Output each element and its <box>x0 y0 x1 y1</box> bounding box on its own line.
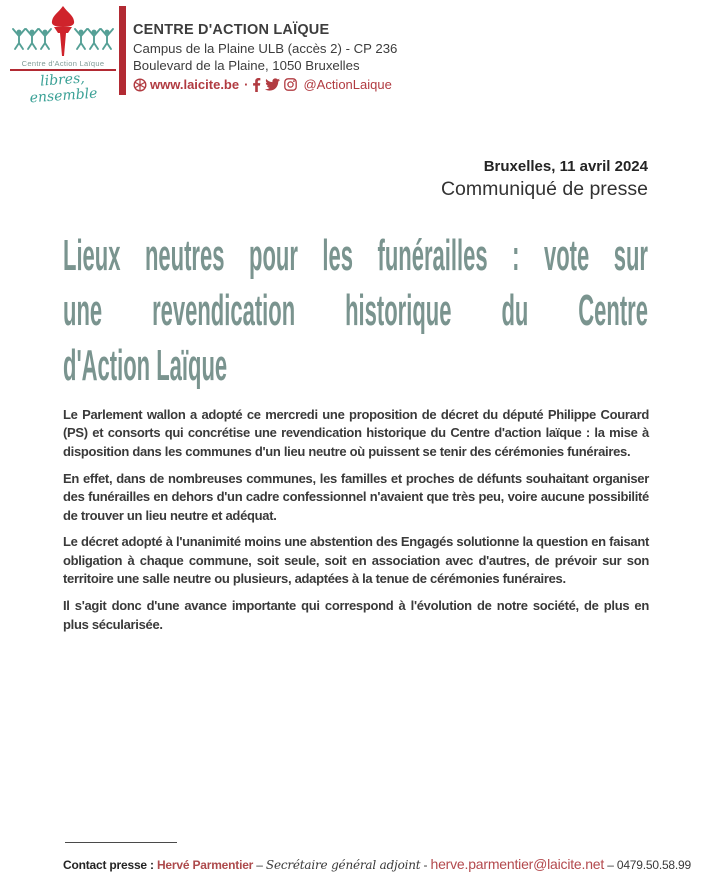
dateline-block <box>441 157 648 202</box>
web-globe-icon[interactable] <box>133 78 147 92</box>
headline-line-3: d'Action Laïque <box>63 341 228 390</box>
headline-line-2: une revendication historique du Centre <box>63 286 648 335</box>
website-link[interactable]: www.laicite.be <box>150 77 240 92</box>
dash: – <box>256 858 263 872</box>
contact-label: Contact presse : <box>63 858 154 872</box>
headline <box>63 228 648 398</box>
contact-email-link[interactable]: herve.parmentier@laicite.net <box>430 856 605 872</box>
web-social-row <box>133 77 397 92</box>
separator-dot: · <box>244 77 249 92</box>
body-copy <box>63 406 649 642</box>
instagram-icon[interactable] <box>284 78 297 91</box>
social-handle-link[interactable]: @ActionLaique <box>303 77 392 92</box>
dateline: Bruxelles, 11 avril 2024 <box>483 158 648 175</box>
twitter-icon[interactable] <box>265 78 280 91</box>
paragraph-4: Il s'agit donc d'une avance importante qui correspond à l'évolution de notre société, de plus en plus sécularisée. <box>63 598 649 632</box>
address-line-1: Campus de la Plaine ULB (accès 2) - CP 236 <box>133 41 398 56</box>
org-logo <box>10 6 116 107</box>
header-contact-block <box>133 22 397 92</box>
torch-and-people-logo-icon <box>10 6 116 58</box>
logo-tagline: libres, ensemble <box>29 70 98 107</box>
contact-phone: 0479.50.58.99 <box>616 858 691 872</box>
logo-caption: Centre d'Action Laïque <box>10 59 116 71</box>
footer-divider <box>65 842 177 843</box>
header-divider-bar <box>119 6 126 95</box>
dash: - <box>423 858 428 872</box>
address-line-2: Boulevard de la Plaine, 1050 Bruxelles <box>133 58 360 73</box>
document-type: Communiqué de presse <box>440 178 648 200</box>
paragraph-3: Le décret adopté à l'unanimité moins une abstention des Engagés solutionne la question en faisant obligation à chaque commune, soit seule, soit en association avec d'autres, de prévoir sur son territoire une salle neutre ou plusieurs, adaptées à la tenue de cérémonies funéraires. <box>63 534 649 587</box>
paragraph-2: En effet, dans de nombreuses communes, les familles et proches de défunts souhaitant organiser des funérailles en dehors d'un cadre confessionnel n'avaient que très peu, voire aucune possibilité de trouver un lieu neutre et adéquat. <box>63 470 649 523</box>
dash: – <box>607 858 614 872</box>
org-name: CENTRE D'ACTION LAÏQUE <box>133 22 330 38</box>
torch-icon <box>52 6 74 56</box>
headline-line-1: Lieux neutres pour les funérailles : vote sur <box>63 231 648 280</box>
paragraph-1: Le Parlement wallon a adopté ce mercredi une proposition de décret du député Philippe Courard (PS) et consorts qui concrétise une revendication historique du Centre d'action laïque : la mise à disposition dans les communes d'un lieu neutre où puissent se tenir des cérémonies funéraires. <box>63 407 649 459</box>
contact-name: Hervé Parmentier <box>156 858 254 872</box>
contact-role: Secrétaire général adjoint <box>265 858 421 872</box>
press-contact-line <box>63 856 691 872</box>
facebook-icon[interactable] <box>252 78 261 92</box>
